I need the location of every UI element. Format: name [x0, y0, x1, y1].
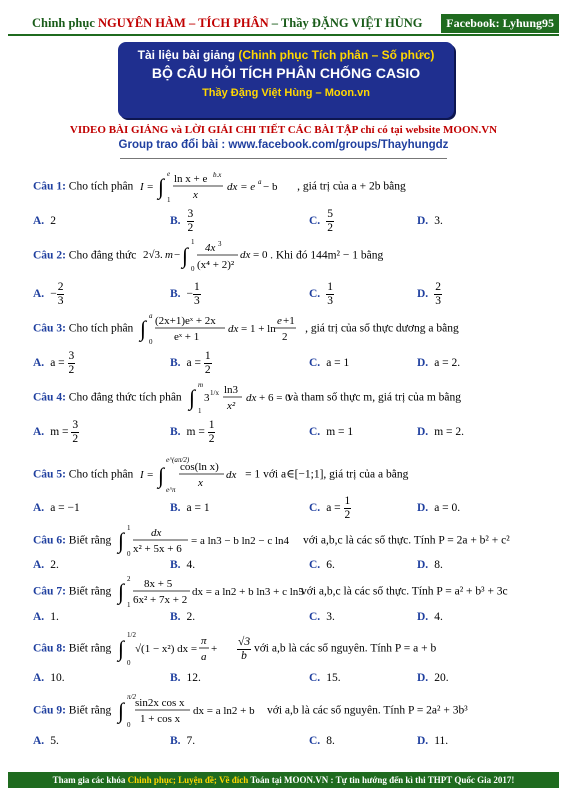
svg-text:6x² + 7x + 2: 6x² + 7x + 2 — [133, 594, 188, 606]
option-c[interactable]: C. a = $\frac{1}{2}$ — [309, 495, 351, 521]
option-d[interactable]: D. 11. — [417, 735, 449, 747]
option-d[interactable]: D. a = 2. — [417, 357, 461, 369]
svg-text:(x⁴ + 2)²: (x⁴ + 2)² — [197, 259, 235, 271]
answers-5 — [33, 490, 547, 526]
integral-formula — [188, 381, 291, 415]
svg-text:I =: I = — [140, 469, 155, 481]
answers-6 — [33, 556, 547, 574]
answers-8 — [33, 669, 547, 687]
option-a[interactable]: A. a = −1 — [33, 502, 80, 514]
svg-text:1: 1 — [167, 196, 171, 204]
svg-text:− b: − b — [263, 181, 278, 193]
svg-text:x² + 5x + 6: x² + 5x + 6 — [133, 543, 182, 555]
svg-text:∫: ∫ — [118, 636, 125, 661]
option-a[interactable]: A. 2. — [33, 559, 59, 571]
svg-text:dx: dx — [240, 249, 251, 261]
option-b[interactable]: B. m = $\frac{1}{2}$ — [170, 419, 215, 445]
svg-text:e: e — [167, 170, 171, 178]
option-d[interactable]: D. 20. — [417, 672, 449, 684]
page-header — [8, 14, 559, 32]
banner-title: BỘ CÂU HỎI TÍCH PHÂN CHỐNG CASIO — [151, 65, 421, 81]
svg-text:1/2: 1/2 — [127, 631, 137, 639]
svg-text:1: 1 — [197, 407, 202, 415]
video-notice: VIDEO BÀI GIẢNG và LỜI GIẢI CHI TIẾT CÁC BÀI TẬP chỉ có tại website MOON.VN — [69, 124, 498, 136]
banner-subtitle: Tài liệu bài giảng (Chinh phục Tích phân – Số phức) — [137, 48, 435, 62]
svg-text:eˣ + 1: eˣ + 1 — [174, 331, 200, 343]
svg-text:2: 2 — [127, 575, 131, 583]
svg-text:a: a — [149, 312, 153, 320]
option-a[interactable]: A. 5. — [33, 735, 59, 747]
page-footer: Tham gia các khóa Chinh phục; Luyện đề; Về đích Toán tại MOON.VN : Tự tin hướng đến kì thi THPT Quốc Gia 2017! — [8, 772, 559, 788]
option-a[interactable]: A. m = $\frac{3}{2}$ — [33, 419, 79, 445]
option-b[interactable]: B. − $\frac{1}{3}$ — [170, 281, 200, 307]
svg-text:= a ln3 − b ln2 − c ln4: = a ln3 − b ln2 − c ln4 — [191, 535, 290, 547]
svg-text:dx = e: dx = e — [227, 181, 256, 193]
question-1: Câu 1: Cho tích phân I = ∫ e 1 ln x + e b.x x dx = e a − b , giá trị của a + 2b bằng — [33, 170, 406, 204]
integral-formula — [118, 524, 296, 558]
svg-text:∫: ∫ — [158, 174, 165, 199]
option-c[interactable]: C. m = 1 — [309, 426, 354, 438]
question-8: Câu 8: Biết rằng ∫ 1/2 0 √(1 − x²) dx = π a + $\frac{√3}{b}$ với a,b là các số nguyên. Tính P = a + b — [33, 631, 437, 667]
svg-text:−: − — [174, 249, 181, 261]
svg-text:∫: ∫ — [158, 463, 165, 488]
question-2: Câu 2: Cho đẳng thức 2√3. m − ∫ 1 0 4x 3 (x⁴ + 2)² dx = 0 . Khi đó 144m² − 1 bằng — [33, 238, 384, 273]
svg-text:1/x: 1/x — [209, 389, 219, 397]
svg-text:π: π — [201, 635, 207, 647]
answers-2 — [33, 276, 547, 312]
svg-text:= 1 + ln: = 1 + ln — [241, 323, 276, 335]
svg-text:π/2: π/2 — [127, 693, 137, 701]
svg-text:dx = a ln2 + b ln3 + c ln5: dx = a ln2 + b ln3 + c ln5 — [192, 586, 304, 598]
svg-text:0: 0 — [127, 550, 131, 558]
title-banner — [118, 42, 454, 118]
section-divider — [120, 158, 447, 159]
svg-text:3: 3 — [218, 240, 222, 248]
svg-text:dx = a ln2 + b: dx = a ln2 + b — [193, 705, 255, 717]
svg-text:ln3: ln3 — [223, 384, 238, 396]
question-3: Câu 3: Cho tích phân ∫ a 0 (2x+1)eˣ + 2x eˣ + 1 dx = 1 + ln e +1 2 , giá trị của số thực dương a bằng — [33, 312, 459, 346]
integral-formula — [118, 575, 304, 609]
option-c[interactable]: C. $\frac{1}{3}$ — [309, 281, 333, 307]
answers-9 — [33, 732, 547, 750]
option-a[interactable]: A. a = $\frac{3}{2}$ — [33, 350, 75, 376]
option-b[interactable]: B. a = 1 — [170, 502, 210, 514]
option-a[interactable]: A. 10. — [33, 672, 65, 684]
option-b[interactable]: B. $\frac{3}{2}$ — [170, 208, 194, 234]
svg-text:a: a — [258, 178, 262, 186]
option-c[interactable]: C. 15. — [309, 672, 341, 684]
option-b[interactable]: B. 4. — [170, 559, 196, 571]
svg-text:x²: x² — [226, 400, 235, 412]
svg-text:dx: dx — [228, 323, 239, 335]
svg-text:+ 6 = 0: + 6 = 0 — [258, 392, 291, 404]
question-9: Câu 9: Biết rằng ∫ π/2 0 sin2x cos x 1 + cos x dx = a ln2 + b với a,b là các số nguyên. Tính P = 2a² + 3b³ — [33, 693, 468, 729]
option-d[interactable]: D. a = 0. — [417, 502, 461, 514]
svg-text:= 0: = 0 — [253, 249, 268, 261]
question-5: Câu 5: Cho tích phân I = ∫ e^(aπ/2) e^π cos(ln x) x dx = 1 với a∈[−1;1], giá trị của a bằng — [33, 456, 409, 494]
svg-text:3: 3 — [203, 392, 210, 404]
header-divider — [8, 34, 559, 36]
option-a[interactable]: A. − $\frac{2}{3}$ — [33, 281, 64, 307]
integral-formula — [143, 238, 268, 274]
svg-text:∫: ∫ — [118, 579, 125, 604]
svg-text:∫: ∫ — [182, 243, 189, 268]
answers-1 — [33, 203, 547, 239]
integral-formula — [118, 630, 230, 668]
option-d[interactable]: D. 3. — [417, 215, 443, 227]
svg-text:a: a — [201, 651, 207, 663]
svg-text:I =: I = — [140, 181, 155, 193]
svg-text:1 + cos x: 1 + cos x — [140, 713, 181, 725]
svg-text:1: 1 — [191, 238, 195, 246]
option-d[interactable]: D. $\frac{2}{3}$ — [417, 281, 441, 307]
svg-text:(2x+1)eˣ + 2x: (2x+1)eˣ + 2x — [155, 315, 216, 327]
svg-text:dx: dx — [151, 527, 162, 539]
svg-text:8x + 5: 8x + 5 — [144, 578, 173, 590]
svg-text:4x: 4x — [205, 242, 216, 254]
svg-text:0: 0 — [127, 659, 131, 667]
option-d[interactable]: D. m = 2. — [417, 426, 464, 438]
question-7: Câu 7: Biết rằng ∫ 2 1 8x + 5 6x² + 7x + 2 dx = a ln2 + b ln3 + c ln5 với a,b,c là các số thực. Tính P = a² + b³ + 3c — [33, 575, 508, 609]
svg-text:1: 1 — [127, 601, 131, 609]
option-b[interactable]: B. a = $\frac{1}{2}$ — [170, 350, 211, 376]
option-c[interactable]: C. 6. — [309, 559, 335, 571]
svg-text:0: 0 — [191, 265, 195, 273]
svg-text:0: 0 — [127, 721, 131, 729]
option-a[interactable]: A. 1. — [33, 611, 59, 623]
option-a[interactable]: A. 2 — [33, 215, 56, 227]
svg-text:1: 1 — [127, 524, 131, 532]
integral-formula — [118, 692, 260, 730]
answers-4 — [33, 414, 547, 450]
integral-formula — [140, 312, 298, 346]
answers-3 — [33, 345, 547, 381]
option-d[interactable]: D. 8. — [417, 559, 443, 571]
option-c[interactable]: C. 8. — [309, 735, 335, 747]
option-b[interactable]: B. 2. — [170, 611, 196, 623]
svg-text:cos(ln x): cos(ln x) — [180, 461, 219, 473]
question-4: Câu 4: Cho đẳng thức tích phân ∫ m 1 3 1/x ln3 x² dx + 6 = 0 và tham số thực m, giá trị của m bằng — [33, 381, 462, 415]
svg-text:∫: ∫ — [118, 698, 125, 723]
option-d[interactable]: D. 4. — [417, 611, 443, 623]
svg-text:√(1 − x²) dx =: √(1 − x²) dx = — [135, 643, 198, 655]
option-c[interactable]: C. a = 1 — [309, 357, 350, 369]
course-topic: NGUYÊN HÀM – TÍCH PHÂN — [98, 16, 269, 30]
svg-text:2√3.: 2√3. — [143, 249, 164, 261]
answers-7 — [33, 608, 547, 626]
option-c[interactable]: C. 3. — [309, 611, 335, 623]
option-c[interactable]: C. $\frac{5}{2}$ — [309, 208, 333, 234]
svg-text:e: e — [277, 315, 283, 327]
group-link[interactable]: Group trao đổi bài : www.facebook.com/groups/Thayhungdz — [118, 139, 449, 151]
facebook-badge: Facebook: Lyhung95 — [441, 14, 559, 33]
svg-text:e^(aπ/2): e^(aπ/2) — [166, 456, 190, 464]
option-b[interactable]: B. 7. — [170, 735, 196, 747]
integral-formula — [140, 455, 238, 495]
svg-text:∫: ∫ — [118, 528, 125, 553]
svg-text:sin2x cos x: sin2x cos x — [135, 697, 185, 709]
course-title: Chinh phục NGUYÊN HÀM – TÍCH PHÂN – Thầy ĐẶNG VIỆT HÙNG — [32, 16, 423, 30]
svg-text:b.x: b.x — [213, 171, 222, 179]
svg-text:dx: dx — [226, 469, 237, 481]
svg-text:m: m — [197, 381, 203, 389]
svg-text:∫: ∫ — [140, 316, 147, 341]
svg-text:m: m — [165, 249, 174, 261]
svg-text:2: 2 — [282, 331, 288, 343]
svg-text:ln x + e: ln x + e — [174, 173, 208, 185]
svg-text:x: x — [193, 189, 199, 201]
svg-text:x: x — [198, 477, 204, 489]
svg-text:e^π: e^π — [166, 486, 176, 494]
banner-author: Thầy Đặng Việt Hùng – Moon.vn — [202, 87, 370, 99]
option-b[interactable]: B. 12. — [170, 672, 201, 684]
svg-text:∫: ∫ — [188, 385, 195, 410]
svg-text:0: 0 — [149, 338, 153, 346]
svg-text:dx: dx — [245, 392, 256, 404]
svg-text:+1: +1 — [283, 315, 295, 327]
integral-formula — [140, 170, 290, 204]
question-6: Câu 6: Biết rằng ∫ 1 0 dx x² + 5x + 6 = a ln3 − b ln2 − c ln4 với a,b,c là các số thực. Tính P = 2a + b² + c² — [33, 524, 510, 558]
svg-text:+: + — [211, 643, 218, 655]
